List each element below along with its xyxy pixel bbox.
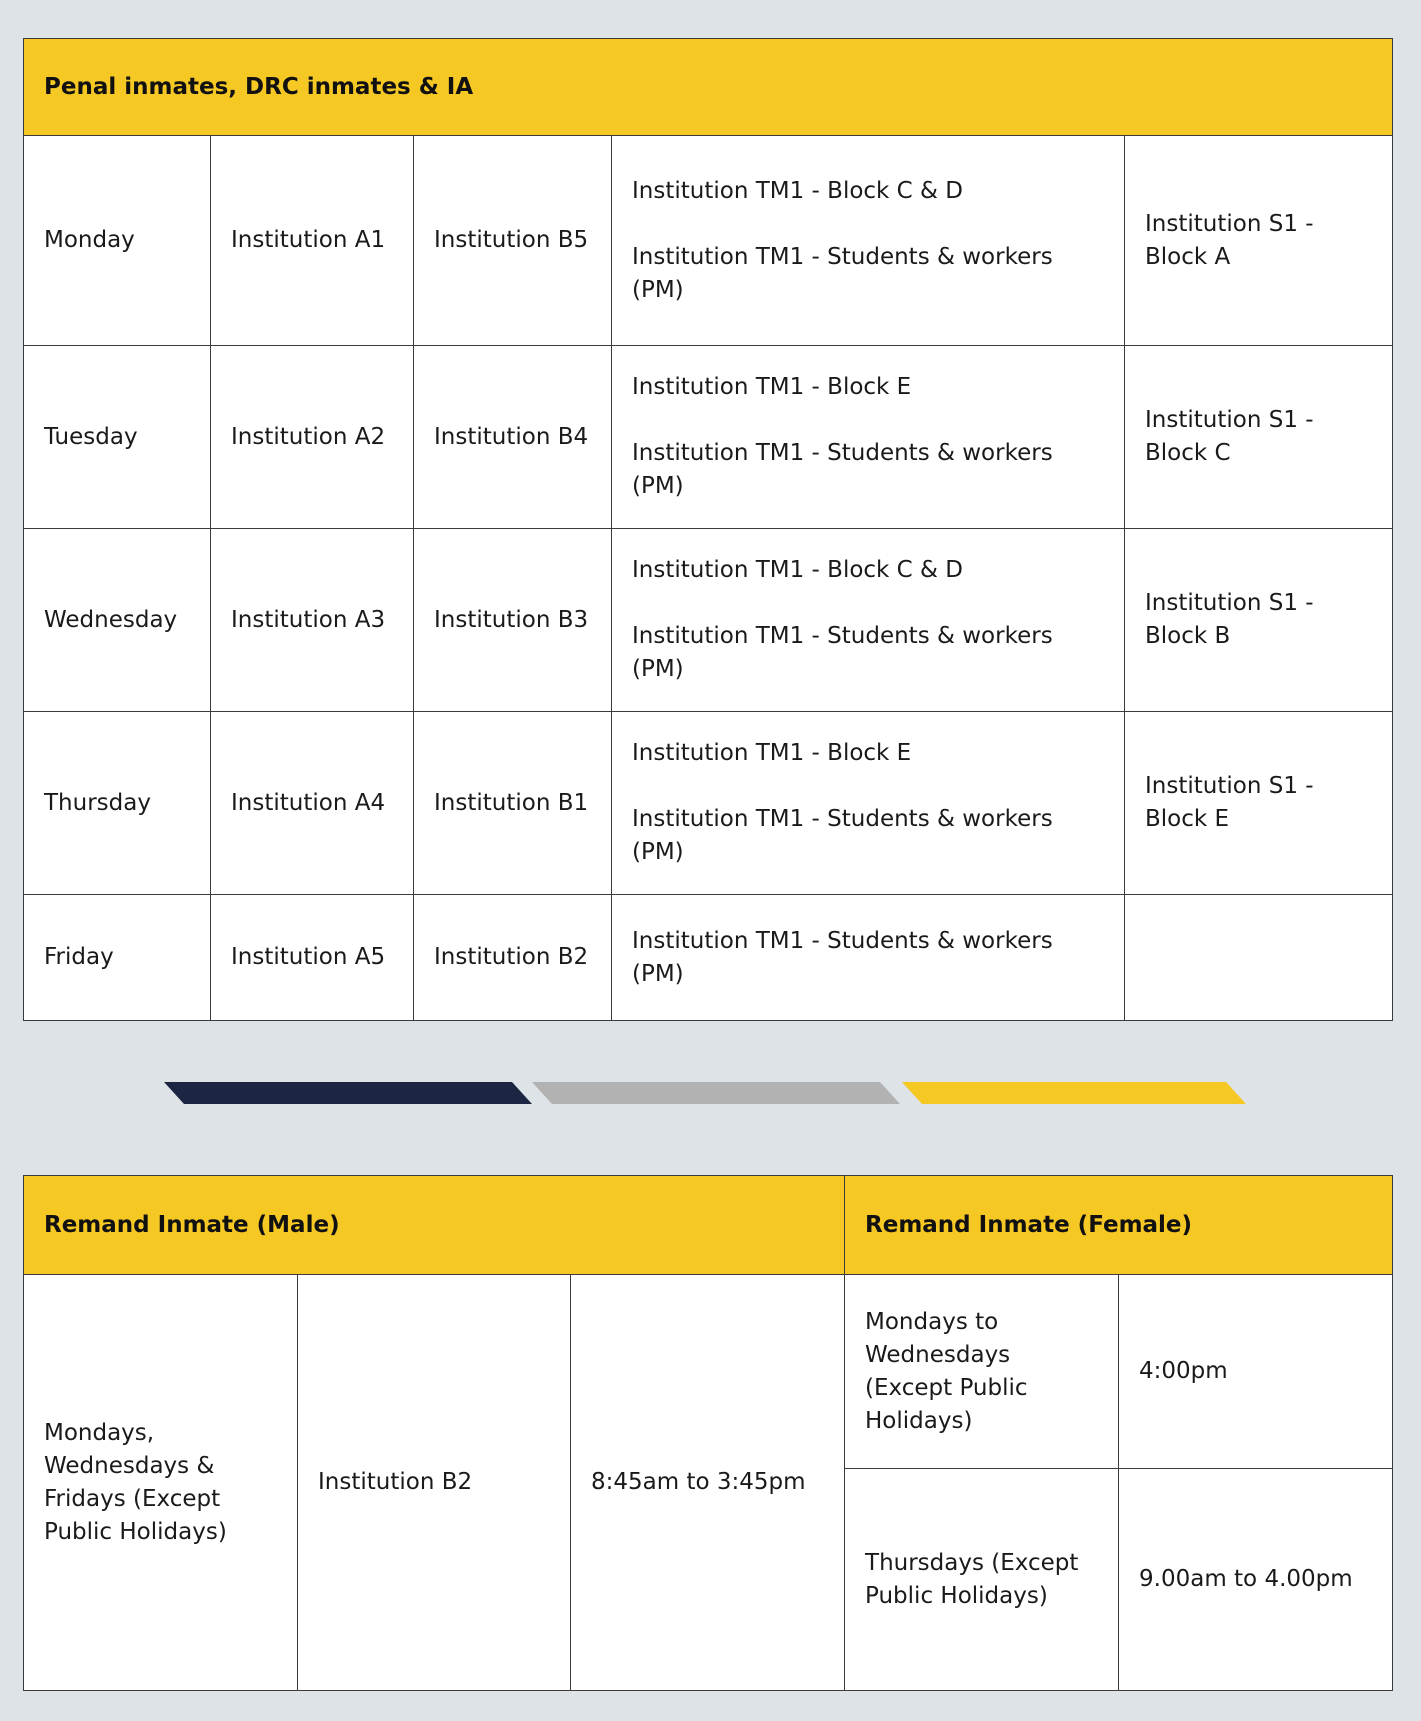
institution-a-cell: Institution A5 (211, 895, 414, 1021)
tm-line: Institution TM1 - Students & workers (PM) (632, 243, 1053, 303)
divider-yellow-segment (902, 1082, 1246, 1104)
institution-s-cell (1125, 895, 1393, 1021)
penal-schedule-table (23, 38, 1393, 1021)
institution-a-cell: Institution A3 (211, 529, 414, 712)
female-time-cell: 4:00pm (1119, 1275, 1393, 1469)
institution-a-cell: Institution A1 (211, 136, 414, 346)
remand-header-row (24, 1176, 1393, 1275)
institution-s-cell: Institution S1 - Block A (1125, 136, 1393, 346)
institution-tm-cell (612, 712, 1125, 895)
tm-line: Institution TM1 - Block C & D (632, 557, 964, 583)
institution-s-cell: Institution S1 - Block C (1125, 346, 1393, 529)
male-institution-cell: Institution B2 (298, 1275, 571, 1691)
divider-gray-segment (532, 1082, 900, 1104)
divider-navy-segment (164, 1082, 532, 1104)
day-cell: Tuesday (24, 346, 211, 529)
male-days-cell: Mondays, Wednesdays & Fridays (Except Public Holidays) (24, 1275, 298, 1691)
table-row (24, 529, 1393, 712)
female-days-cell: Thursdays (Except Public Holidays) (845, 1469, 1119, 1691)
table-row (24, 1275, 1393, 1469)
institution-s-cell: Institution S1 - Block B (1125, 529, 1393, 712)
remand-female-title: Remand Inmate (Female) (845, 1176, 1393, 1275)
institution-a-cell: Institution A2 (211, 346, 414, 529)
penal-header-row (24, 39, 1393, 136)
institution-s-cell: Institution S1 - Block E (1125, 712, 1393, 895)
table-row (24, 712, 1393, 895)
tm-line: Institution TM1 - Students & workers (PM) (632, 806, 1053, 865)
table-row (24, 136, 1393, 346)
day-cell: Friday (24, 895, 211, 1021)
institution-tm-cell (612, 529, 1125, 712)
day-cell: Wednesday (24, 529, 211, 712)
tm-line: Institution TM1 - Students & workers (PM) (632, 927, 1053, 987)
institution-b-cell: Institution B4 (414, 346, 612, 529)
day-cell: Thursday (24, 712, 211, 895)
institution-b-cell: Institution B3 (414, 529, 612, 712)
tm-line: Institution TM1 - Block C & D (632, 177, 964, 204)
male-time-cell: 8:45am to 3:45pm (571, 1275, 845, 1691)
institution-tm-cell (612, 346, 1125, 529)
institution-b-cell: Institution B1 (414, 712, 612, 895)
institution-a-cell: Institution A4 (211, 712, 414, 895)
table-row (24, 346, 1393, 529)
institution-tm-cell (612, 895, 1125, 1021)
tm-line: Institution TM1 - Students & workers (PM) (632, 440, 1053, 499)
remand-schedule-table (23, 1175, 1393, 1691)
institution-tm-cell (612, 136, 1125, 346)
institution-b-cell: Institution B5 (414, 136, 612, 346)
female-time-cell: 9.00am to 4.00pm (1119, 1469, 1393, 1691)
table-row (24, 895, 1393, 1021)
tm-line: Institution TM1 - Block E (632, 740, 912, 766)
institution-b-cell: Institution B2 (414, 895, 612, 1021)
remand-male-title: Remand Inmate (Male) (24, 1176, 845, 1275)
penal-table-title: Penal inmates, DRC inmates & IA (24, 39, 1393, 136)
day-cell: Monday (24, 136, 211, 346)
tricolor-divider (0, 1082, 1421, 1106)
female-days-cell: Mondays to Wednesdays (Except Public Holidays) (845, 1275, 1119, 1469)
tm-line: Institution TM1 - Students & workers (PM) (632, 623, 1053, 682)
tm-line: Institution TM1 - Block E (632, 374, 912, 400)
